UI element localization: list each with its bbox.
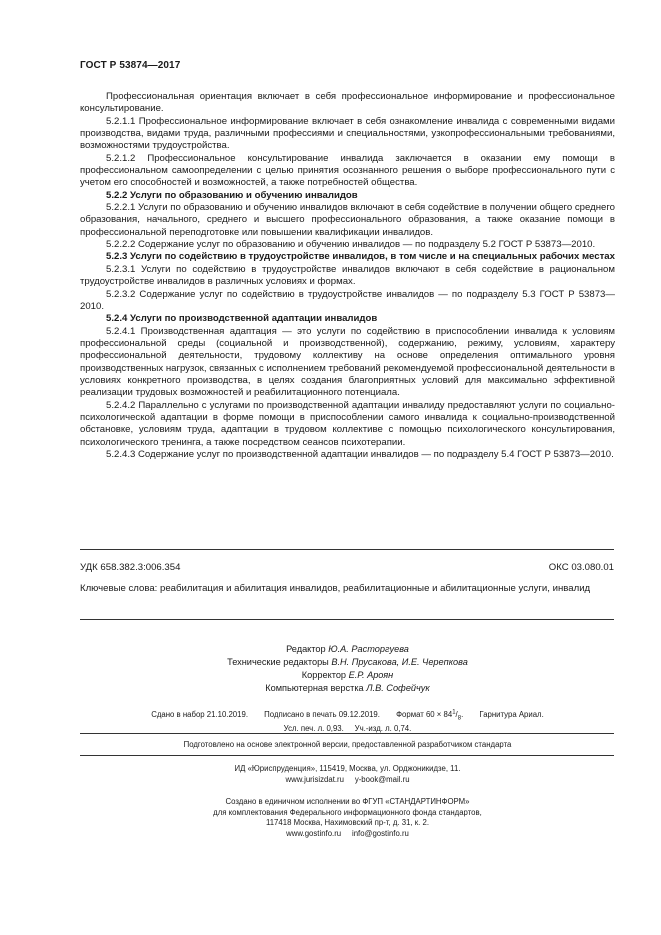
layout-line: Компьютерная верстка Л.В. Софейчук (265, 683, 430, 693)
publisher-email-link[interactable]: y-book@mail.ru (354, 774, 410, 784)
publication-info (80, 707, 615, 734)
divider (80, 549, 614, 550)
section-heading: 5.2.4 Услуги по производственной адаптации инвалидов (106, 313, 378, 325)
paragraph: 5.2.3.1 Услуги по содействию в трудоустройстве инвалидов включают в себя содействие в рациональном трудоустройстве инвалидов в различных условиях и формах. (80, 263, 615, 288)
proofreader-line: Корректор Е.Р. Ароян (301, 670, 394, 680)
publication-row: Сдано в набор 21.10.2019. Подписано в печать 09.12.2019. Формат $60 \times 84^1/_8$. Гарнитура Ариал. (151, 709, 544, 722)
printer-email-link[interactable]: info@gostinfo.ru (351, 828, 409, 838)
publisher-info: ИД «Юриспруденция», 115419, Москва, ул. Орджоникидзе, 11. www.jurisizdat.ru y-book@mail.ru (234, 764, 461, 784)
keywords: Ключевые слова: реабилитация и абилитация инвалидов, реабилитационные и абилитационные услуги, инвалид (80, 583, 591, 594)
standard-code-header: ГОСТ Р 53874—2017 (80, 60, 181, 71)
paragraph: 5.2.2.1 Услуги по образованию и обучению инвалидов включают в себя содействие в получении общего среднего образования, начального, среднего и высшего профессионального образования, а также оказание помощи в профессиональной переподготовке или повышении квалификации инвалидов. (80, 202, 615, 238)
section-heading: 5.2.3 Услуги по содействию в трудоустройстве инвалидов, в том числе и на специальных рабочих местах (106, 251, 615, 263)
divider (80, 733, 614, 734)
paragraph: 5.2.3.2 Содержание услуг по содействию в трудоустройстве инвалидов — по подразделу 5.3 ГОСТ Р 53873—2010. (80, 288, 615, 312)
oks-code: ОКС 03.080.01 (548, 562, 614, 573)
printer-site-link[interactable]: www.gostinfo.ru (286, 828, 342, 838)
paragraph: 5.2.4.2 Параллельно с услугами по производственной адаптации инвалиду предоставляют услуги по социально-психологической адаптации в форме помощи в приспособлении самого инвалида к социально-производственной обстановке, условиям труда, адаптации в трудовом коллективе с помощью психологического консультирования, психологического тренинга, а также посредством сеансов психотерапии. (80, 399, 615, 448)
paragraph: 5.2.4.3 Содержание услуг по производственной адаптации инвалидов — по подразделу 5.4 ГОСТ Р 53873—2010. (106, 448, 614, 460)
section-heading: 5.2.2 Услуги по образованию и обучению инвалидов (106, 189, 358, 201)
source-note: Подготовлено на основе электронной версии, предоставленной разработчиком стандарта (183, 740, 512, 749)
divider (80, 619, 614, 620)
paragraph: 5.2.4.1 Производственная адаптация — это услуги по содействию в приспособлении инвалида к условиям профессиональной среды (социальной и производственной), содержанию, режиму, условиям, характеру профессиональной деятельности, трудовому коллективу на основе определения оптимального уровня производственных нагрузок, связанных с исполнением требований рекомендуемой профессиональной деятельности в условиях конкретного производства, в целях создания благоприятных условий для максимально эффективной реализации трудовых возможностей и реабилитационного потенциала. (80, 325, 615, 399)
paragraph: 5.2.1.2 Профессиональное консультирование инвалида заключается в оказании ему помощи в профессиональном самоопределении с целью принятия осознанного решения о выборе профессионального пути с учетом его способностей и возможностей, а также потребностей общества. (80, 152, 615, 189)
credits (80, 643, 615, 695)
body-text (80, 91, 615, 461)
tech-editors-line: Технические редакторы В.Н. Прусакова, И.Е. Черепкова (227, 657, 468, 667)
divider (80, 755, 614, 756)
paragraph: 5.2.2.2 Содержание услуг по образованию и обучению инвалидов — по подразделу 5.2 ГОСТ Р 53873—2010. (106, 239, 596, 251)
editor-line: Редактор Ю.А. Расторгуева (286, 644, 409, 654)
paragraph: Профессиональная ориентация включает в себя профессиональное информирование и профессиональное консультирование. (80, 91, 615, 115)
sheets-row: Усл. печ. л. 0,93. Уч.-изд. л. 0,74. (283, 723, 412, 733)
printer-info: Создано в единичном исполнении во ФГУП «СТАНДАРТИНФОРМ» для комплектования Федерального информационного фонда стандартов, 117418 Москва, Нахимовский пр-т, д. 31, к. 2. www.gostinfo.ru info@gostinfo.ru (213, 797, 482, 838)
paragraph: 5.2.1.1 Профессиональное информирование включает в себя ознакомление инвалида с современными видами производства, видами труда, различными профессиями и специальностями, узкопрофессиональными требованиями, возможностями трудоустройства. (80, 115, 615, 152)
publisher-site-link[interactable]: www.jurisizdat.ru (285, 774, 344, 784)
udk-code: УДК 658.382.3:006.354 (80, 562, 181, 573)
